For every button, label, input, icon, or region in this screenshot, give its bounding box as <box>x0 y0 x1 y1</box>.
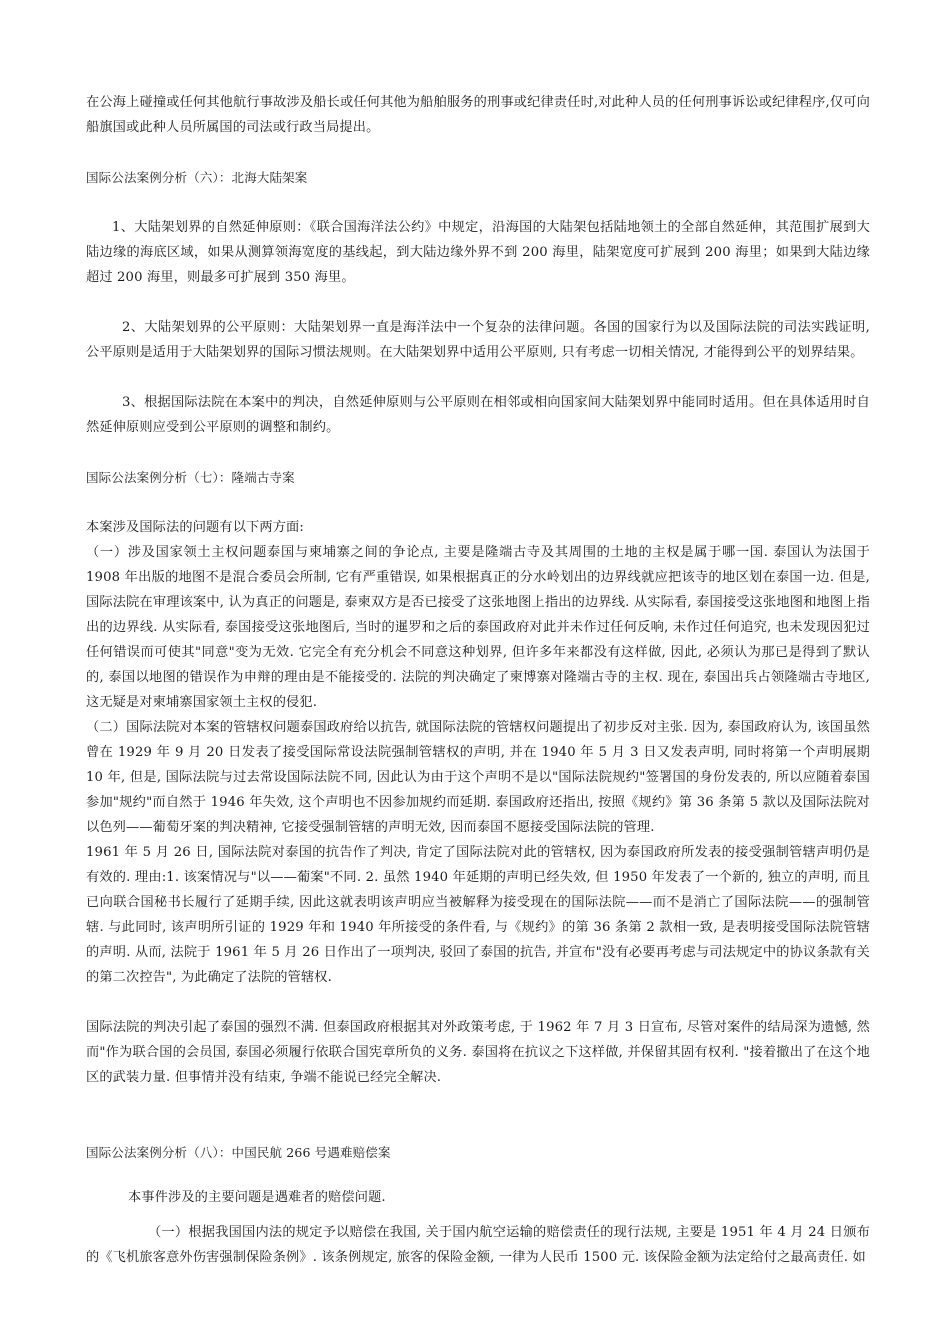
paragraph-7-3: 1961 年 5 月 26 日, 国际法院对泰国的抗告作了判决, 肯定了国际法院对此的管辖权, 因为泰国政府所发表的接受强制管辖声明仍是有效的. 理由:1. 该案情况与"以——葡案"不同. 2. 虽然 1940 年延期的声明已经失效, 但 1950 年发表了一个新的, 独立的声明, 而且已向联合国秘书长履行了延期手续, 因此这就表明该声明应当被解释为接受现在的国际法院——而不是消亡了国际法院——的强制管辖. 与此同时, 该声明所引证的 1929 年和 1940 年所接受的条件看, 与《规约》的第 36 条第 2 款相一致, 是表明接受国际法院管辖的声明. 从而, 法院于 1961 年 5 月 26 日作出了一项判决, 驳回了泰国的抗告, 并宣布"没有必要再考虑与司法规定中的协议条款有关的第二次控告", 为此确定了法院的管辖权. <box>86 845 870 985</box>
paragraph-7-lead: 本案涉及国际法的问题有以下两方面: <box>86 520 304 535</box>
section-heading-7: 国际公法案例分析（七）：隆端古寺案 <box>86 470 295 485</box>
paragraph-7-4: 国际法院的判决引起了泰国的强烈不满. 但泰国政府根据其对外政策考虑, 于 1962 年 7 月 3 日宣布, 尽管对案件的结局深为遗憾, 然而"作为联合国的会员国, 泰国必须履行依联合国宪章所负的义务. 泰国将在抗议之下这样做, 并保留其固有权利. "接着撤出了在这个地区的武装力量. 但事情并没有结束, 争端不能说已经完全解决. <box>86 1020 870 1085</box>
section-heading-8: 国际公法案例分析（八）：中国民航 266 号遇难赔偿案 <box>86 1145 391 1160</box>
paragraph-8-1: （一）根据我国国内法的规定予以赔偿在我国, 关于国内航空运输的赔偿责任的现行法规, 主要是 1951 年 4 月 24 日颁布的《飞机旅客意外伤害强制保险条例》. 该条例规定, 旅客的保险金额, 一律为人民币 1500 元. 该保险金额为法定给付之最高责任. 如 <box>86 1225 870 1265</box>
paragraph-intro: 在公海上碰撞或任何其他航行事故涉及船长或任何其他为船舶服务的刑事或纪律责任时,对此种人员的任何刑事诉讼或纪律程序,仅可向船旗国或此种人员所属国的司法或行政当局提出。 <box>86 95 870 135</box>
paragraph-6-1: 1、大陆架划界的自然延伸原则：《联合国海洋法公约》中规定，沿海国的大陆架包括陆地领土的全部自然延伸，其范围扩展到大陆边缘的海底区域，如果从测算领海宽度的基线起，到大陆边缘外界不到 200 海里，陆架宽度可扩展到 200 海里；如果到大陆边缘超过 200 海里，则最多可扩展到 350 海里。 <box>86 220 870 285</box>
paragraph-6-2: 2、大陆架划界的公平原则：大陆架划界一直是海洋法中一个复杂的法律问题。各国的国家行为以及国际法院的司法实践证明, 公平原则是适用于大陆架划界的国际习惯法规则。在大陆架划界中适用公平原则, 只有考虑一切相关情况, 才能得到公平的划界结果。 <box>86 320 870 360</box>
paragraph-7-2: （二）国际法院对本案的管辖权问题泰国政府给以抗告, 就国际法院的管辖权问题提出了初步反对主张. 因为, 泰国政府认为, 该国虽然曾在 1929 年 9 月 20 日发表了接受国际常设法院强制管辖权的声明, 并在 1940 年 5 月 3 日又发表声明, 同时将第一个声明展期 10 年, 但是, 国际法院与过去常设国际法院不同, 因此认为由于这个声明不是以"国际法院规约"签署国的身份发表的, 所以应随着泰国参加"规约"而自然于 1946 年失效, 这个声明也不因参加规约而延期. 泰国政府还指出, 按照《规约》第 36 条第 5 款以及国际法院对以色列——葡萄牙案的判决精神, 它接受强制管辖的声明无效, 因而泰国不愿接受国际法院的管理. <box>86 720 870 835</box>
paragraph-7-1: （一）涉及国家领土主权问题泰国与柬埔寨之间的争论点, 主要是隆端古寺及其周围的土地的主权是属于哪一国. 泰国认为法国于 1908 年出版的地图不是混合委员会所制, 它有严重错误, 如果根据真正的分水岭划出的边界线就应把该寺的地区划在泰国一边. 但是, 国际法院在审理该案中, 认为真正的问题是, 泰柬双方是否已接受了这张地图上指出的边界线. 从实际看, 泰国接受这张地图和地图上指出的边界线. 从实际看, 泰国接受这张地图后, 当时的暹罗和之后的泰国政府对此并未作过任何反响, 未作过任何追究, 也未发现因犯过任何错误而可使其"同意"变为无效. 它完全有充分机会不同意这种划界, 但许多年来都没有这样做, 因此, 必须认为那已是得到了默认的, 泰国以地图的错误作为申辩的理由是不能接受的. 法院的判决确定了柬博寨对隆端古寺的主权. 现在, 泰国出兵占领隆端古寺地区, 这无疑是对柬埔寨国家领土主权的侵犯. <box>86 545 870 710</box>
paragraph-6-3: 3、根据国际法院在本案中的判决，自然延伸原则与公平原则在相邻或相向国家间大陆架划界中能同时适用。但在具体适用时自然延伸原则应受到公平原则的调整和制约。 <box>86 395 870 435</box>
paragraph-8-lead: 本事件涉及的主要问题是遇难者的赔偿问题. <box>128 1190 386 1205</box>
section-heading-6: 国际公法案例分析（六）：北海大陆架案 <box>86 170 308 185</box>
